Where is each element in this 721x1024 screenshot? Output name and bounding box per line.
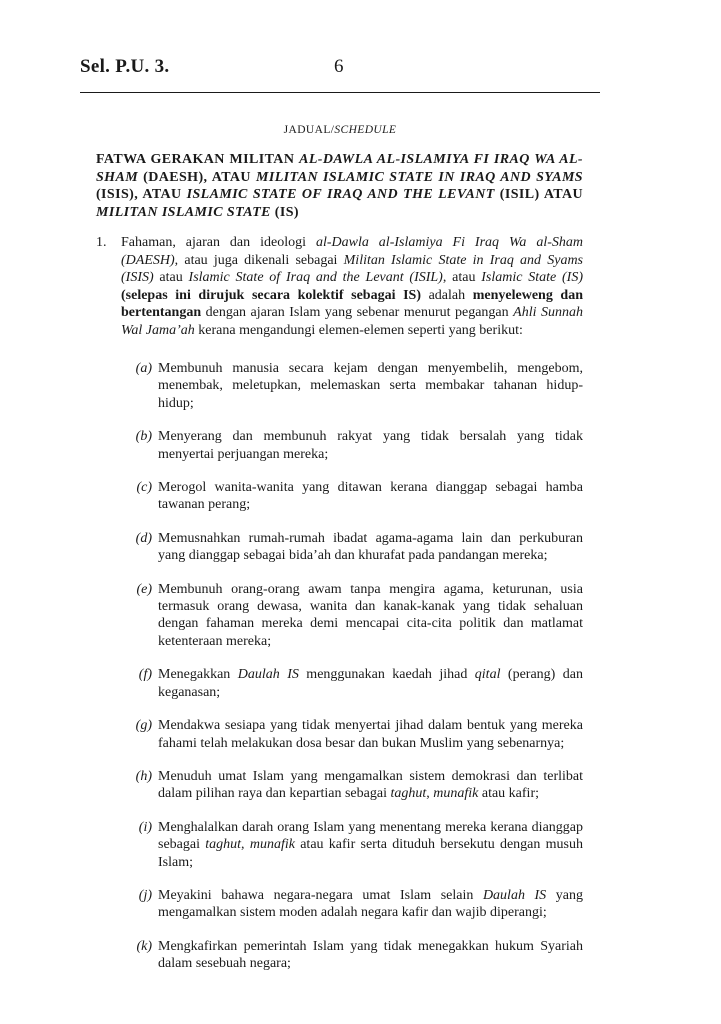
item-text [158, 819, 583, 871]
item-label: (a) [135, 361, 152, 376]
item-segment: (perang) dan keganasan; [158, 667, 583, 700]
item-text [158, 768, 583, 803]
para-segment: atau [153, 270, 189, 286]
item-label: (g) [135, 718, 152, 734]
item-segment: Mendakwa sesiapa yang tidak menyertai jihad dalam bentuk yang mereka fahami telah melakukan dosa besar dan bukan Muslim yang sebenarnya; [158, 718, 583, 751]
list-item [96, 819, 583, 871]
list-item [96, 938, 583, 973]
item-text [158, 717, 583, 752]
item-segment: Menyerang dan membunuh rakyat yang tidak bersalah yang tidak menyertai perjuangan mereka; [158, 429, 583, 462]
item-segment: Menuduh umat Islam yang mengamalkan sistem demokrasi dan terlibat dalam pilihan raya dan kepartian sebagai [158, 768, 583, 802]
item-segment: , [426, 786, 434, 802]
item-label: (k) [136, 938, 152, 954]
item-label: (e) [136, 581, 152, 597]
title-part: MILITAN ISLAMIC STATE IN IRAQ AND SYAMS [256, 169, 583, 185]
list-item [96, 530, 583, 565]
item-segment: Membunuh orang-orang awam tanpa mengira agama, keturunan, usia termasuk orang dewasa, wanita dan kanak-kanak yang tidak sehaluan dengan fahaman mereka demi mencapai cita-cita politik dan matlamat ketenteraan mereka; [158, 581, 583, 649]
item-label: (i) [138, 819, 152, 835]
para-segment: Fahaman, ajaran dan ideologi [121, 235, 316, 250]
item-list [96, 360, 583, 989]
header-reference: Sel. P.U. 3. [80, 56, 170, 77]
item-text [158, 887, 583, 922]
header-rule [80, 92, 600, 93]
item-segment: taghut [390, 786, 427, 802]
item-text [158, 666, 583, 701]
item-segment: Merogol wanita-wanita yang ditawan kerana dianggap sebagai hamba tawanan perang; [158, 480, 583, 513]
title-part: (ISIS), ATAU [96, 187, 187, 203]
para-segment: Militan Islamic State in Iraq and Syams (ISIS) [121, 252, 584, 286]
para-segment: al-Dawla al-Islamiya Fi Iraq Wa al-Sham (DAESH) [121, 235, 583, 268]
item-text [158, 938, 583, 973]
item-label: (j) [138, 887, 152, 903]
item-label: (b) [135, 429, 152, 445]
item-segment: atau kafir; [478, 786, 539, 802]
para-segment: Islamic State of Iraq and the Levant (ISIL) [188, 270, 443, 286]
title-part: (IS) [270, 204, 299, 220]
item-segment: munafik [249, 837, 295, 853]
page-number: 6 [334, 56, 344, 77]
item-segment: Mengkafirkan pemerintah Islam yang tidak menegakkan hukum Syariah dalam sesebuah negara; [158, 938, 583, 972]
item-text [158, 479, 583, 514]
list-item [96, 581, 583, 651]
title-part: FATWA GERAKAN MILITAN [96, 152, 300, 167]
title-part: (DAESH), ATAU [138, 169, 257, 185]
item-text [158, 581, 583, 651]
list-item [96, 428, 583, 463]
para-segment: Islamic State (IS) [481, 270, 584, 286]
list-item [96, 768, 583, 803]
para-segment: menyeleweng dan bertentangan [121, 287, 584, 321]
item-segment: yang mengamalkan sistem moden adalah negara kafir dan wajib diperangi; [158, 887, 583, 921]
para-segment: Ahli Sunnah Wal Jama’ah [121, 305, 583, 338]
item-text [158, 530, 583, 565]
item-segment: Memusnahkan rumah-rumah ibadat agama-agama lain dan perkuburan yang dianggap sebagai bida’ah dan khurafat pada pandangan mereka; [158, 530, 583, 564]
list-item [96, 717, 583, 752]
item-segment: atau kafir serta dituduh bersekutu dengan musuh Islam; [158, 837, 584, 870]
para-segment: dengan ajaran Islam yang sebenar menurut pegangan [201, 305, 514, 321]
item-segment: Membunuh manusia secara kejam dengan menyembelih, mengebom, menembak, meletupkan, melemaskan serta membakar tahanan hidup-hidup; [158, 361, 583, 411]
item-segment: Menghalalkan darah orang Islam yang menentang mereka kerana dianggap sebagai [158, 819, 583, 853]
list-item [96, 479, 583, 514]
item-label: (d) [135, 530, 152, 546]
title-part: (ISIL) ATAU [494, 187, 584, 203]
title-part: AL-DAWLA AL-ISLAMIYA FI IRAQ WA AL-SHAM [96, 152, 583, 185]
list-item [96, 666, 583, 701]
document-title [96, 151, 583, 221]
para-segment: (selepas ini dirujuk secara kolektif sebagai IS) [121, 287, 421, 303]
item-segment: taghut [205, 837, 242, 853]
schedule-label-roman: JADUAL/ [283, 124, 335, 136]
item-segment: qital [474, 667, 501, 683]
item-label: (f) [138, 667, 152, 683]
para-segment: , atau juga dikenali sebagai [174, 252, 344, 268]
item-segment: , [241, 837, 250, 853]
item-label: (c) [136, 480, 152, 496]
item-segment: Daulah IS [237, 667, 299, 683]
para-segment: adalah [420, 287, 473, 303]
schedule-label-italic: SCHEDULE [334, 124, 397, 136]
schedule-heading [0, 124, 680, 136]
item-segment: Menegakkan [158, 667, 238, 683]
item-segment: munafik [433, 786, 479, 802]
item-segment: Daulah IS [482, 887, 547, 903]
para-segment: kerana mengandungi elemen-elemen seperti yang berikut: [194, 322, 523, 338]
paragraph-number: 1. [96, 235, 107, 250]
item-segment: menggunakan kaedah jihad [298, 667, 475, 683]
item-text [158, 360, 583, 412]
list-item [96, 360, 583, 412]
title-part: MILITAN ISLAMIC STATE [96, 204, 271, 220]
list-item [96, 887, 583, 922]
paragraph-text [121, 234, 583, 340]
item-text [158, 428, 583, 463]
title-part: ISLAMIC STATE OF IRAQ AND THE LEVANT [186, 187, 495, 203]
paragraph-1 [96, 234, 583, 340]
para-segment: , atau [442, 270, 482, 286]
item-label: (h) [135, 768, 152, 784]
item-segment: Meyakini bahawa negara-negara umat Islam selain [158, 887, 483, 903]
